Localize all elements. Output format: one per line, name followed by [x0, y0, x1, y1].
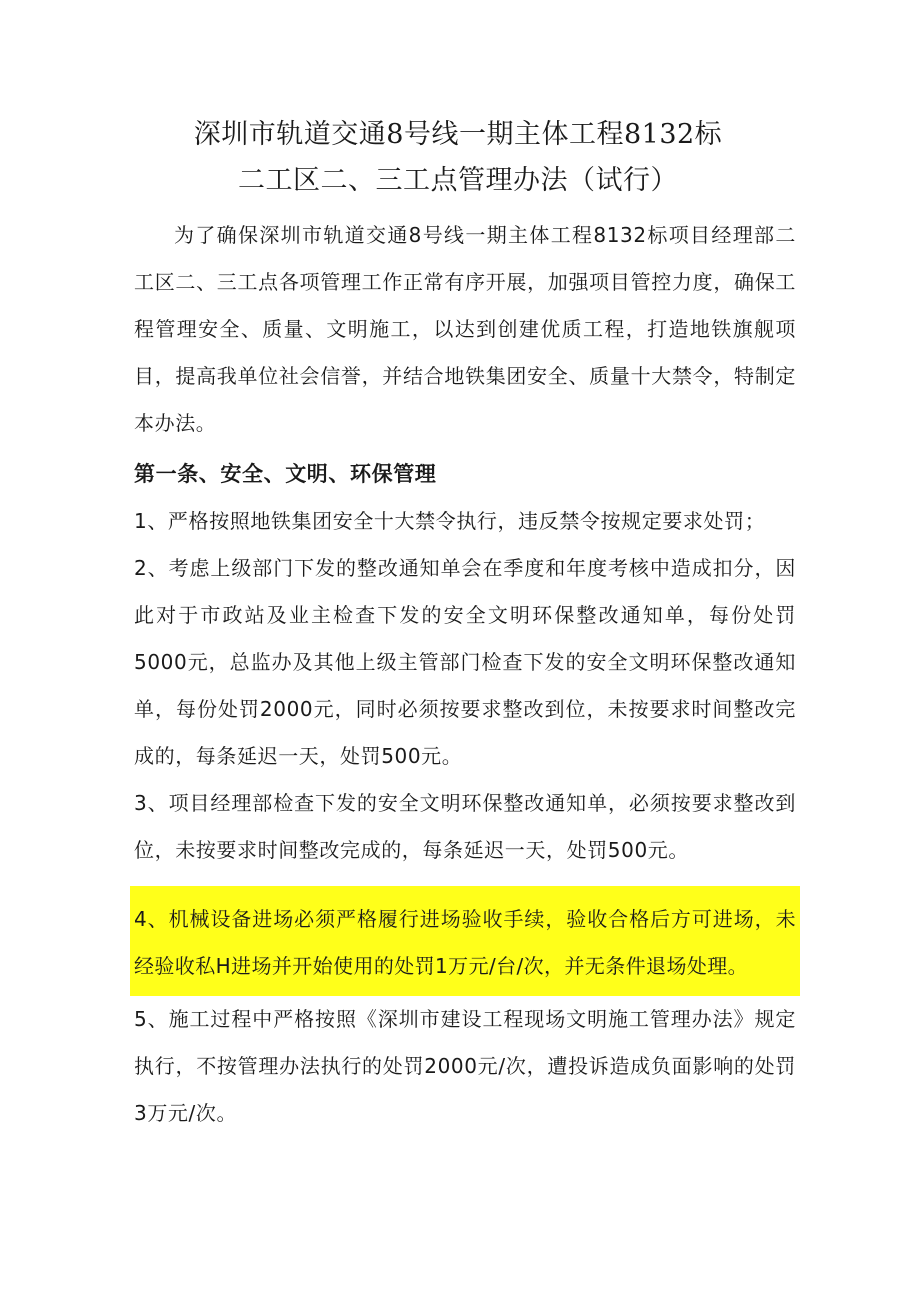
section-heading-1: 第一条、安全、文明、环保管理	[134, 462, 437, 486]
list-item-3: 3、项目经理部检查下发的安全文明环保整改通知单，必须按要求整改到位，未按要求时间整改完成的，每条延迟一天，处罚500元。	[134, 791, 796, 862]
document-title-line1: 深圳市轨道交通8号线一期主体工程8132标	[193, 119, 723, 150]
intro-paragraph: 为了确保深圳市轨道交通8号线一期主体工程8132标项目经理部二工区二、三工点各项管理工作正常有序开展，加强项目管控力度，确保工程管理安全、质量、文明施工，以达到创建优质工程，打造地铁旗舰项目，提高我单位社会信誉，并结合地铁集团安全、质量十大禁令，特制定本办法。	[134, 223, 796, 435]
list-item-1: 1、严格按照地铁集团安全十大禁令执行，违反禁令按规定要求处罚；	[134, 509, 766, 533]
list-item-4-highlighted: 4、机械设备进场必须严格履行进场验收手续，验收合格后方可进场，未经验收私H进场并开始使用的处罚1万元/台/次，并无条件退场处理。	[130, 886, 800, 996]
document-title-line2: 二工区二、三工点管理办法（试行）	[238, 165, 678, 196]
list-item-2: 2、考虑上级部门下发的整改通知单会在季度和年度考核中造成扣分，因此对于市政站及业主检查下发的安全文明环保整改通知单，每份处罚5000元，总监办及其他上级主管部门检查下发的安全文明环保整改通知单，每份处罚2000元，同时必须按要求整改到位，未按要求时间整改完成的，每条延迟一天，处罚500元。	[134, 556, 796, 768]
list-item-5: 5、施工过程中严格按照《深圳市建设工程现场文明施工管理办法》规定执行，不按管理办法执行的处罚2000元/次，遭投诉造成负面影响的处罚3万元/次。	[134, 1007, 796, 1125]
